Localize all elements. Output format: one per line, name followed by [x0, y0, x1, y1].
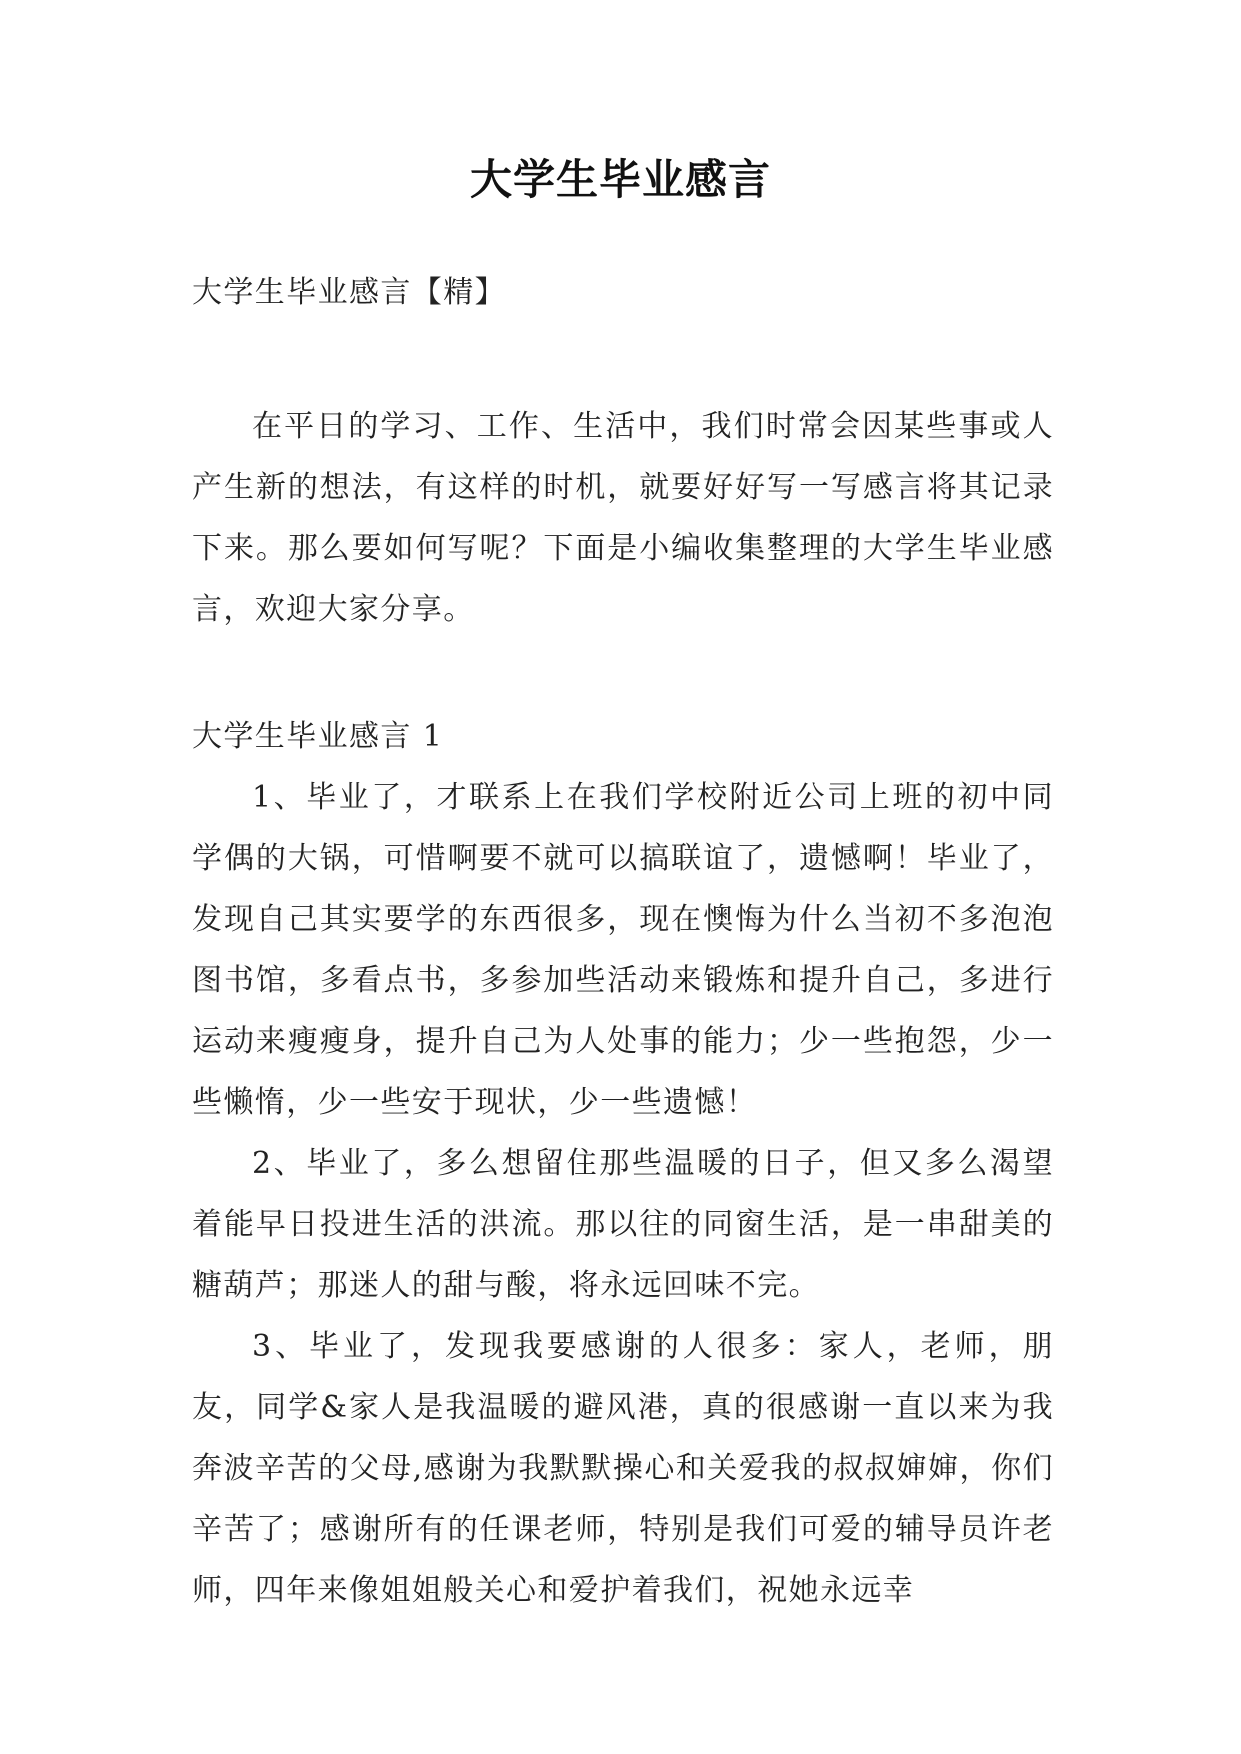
paragraph-2: 2、毕业了，多么想留住那些温暖的日子，但又多么渴望着能早日投进生活的洪流。那以往的同窗生活，是一串甜美的糖葫芦；那迷人的甜与酸，将永远回味不完。	[192, 1146, 1054, 1303]
section-heading: 大学生毕业感言 1	[192, 719, 444, 754]
paragraph-3: 3、毕业了，发现我要感谢的人很多：家人，老师，朋友，同学&家人是我温暖的避风港，真的很感谢一直以来为我奔波辛苦的父母,感谢为我默默操心和关爱我的叔叔婶婶，你们辛苦了；感谢所有的任课老师，特别是我们可爱的辅导员许老师，四年来像姐姐般关心和爱护着我们，祝她永远幸	[192, 1329, 1054, 1608]
paragraph-1: 1、毕业了，才联系上在我们学校附近公司上班的初中同学偶的大锅，可惜啊要不就可以搞联谊了，遗憾啊！毕业了，发现自己其实要学的东西很多，现在懊悔为什么当初不多泡泡图书馆，多看点书，多参加些活动来锻炼和提升自己，多进行运动来瘦瘦身，提升自己为人处事的能力；少一些抱怨，少一些懒惰，少一些安于现状，少一些遗憾！	[192, 780, 1054, 1120]
page-title: 大学生毕业感言	[469, 155, 771, 204]
intro-paragraph: 在平日的学习、工作、生活中，我们时常会因某些事或人产生新的想法，有这样的时机，就要好好写一写感言将其记录下来。那么要如何写呢？下面是小编收集整理的大学生毕业感言，欢迎大家分享。	[192, 409, 1054, 627]
document-subtitle: 大学生毕业感言【精】	[192, 275, 506, 310]
document-body	[192, 262, 1054, 1621]
section-1	[192, 706, 1054, 1621]
